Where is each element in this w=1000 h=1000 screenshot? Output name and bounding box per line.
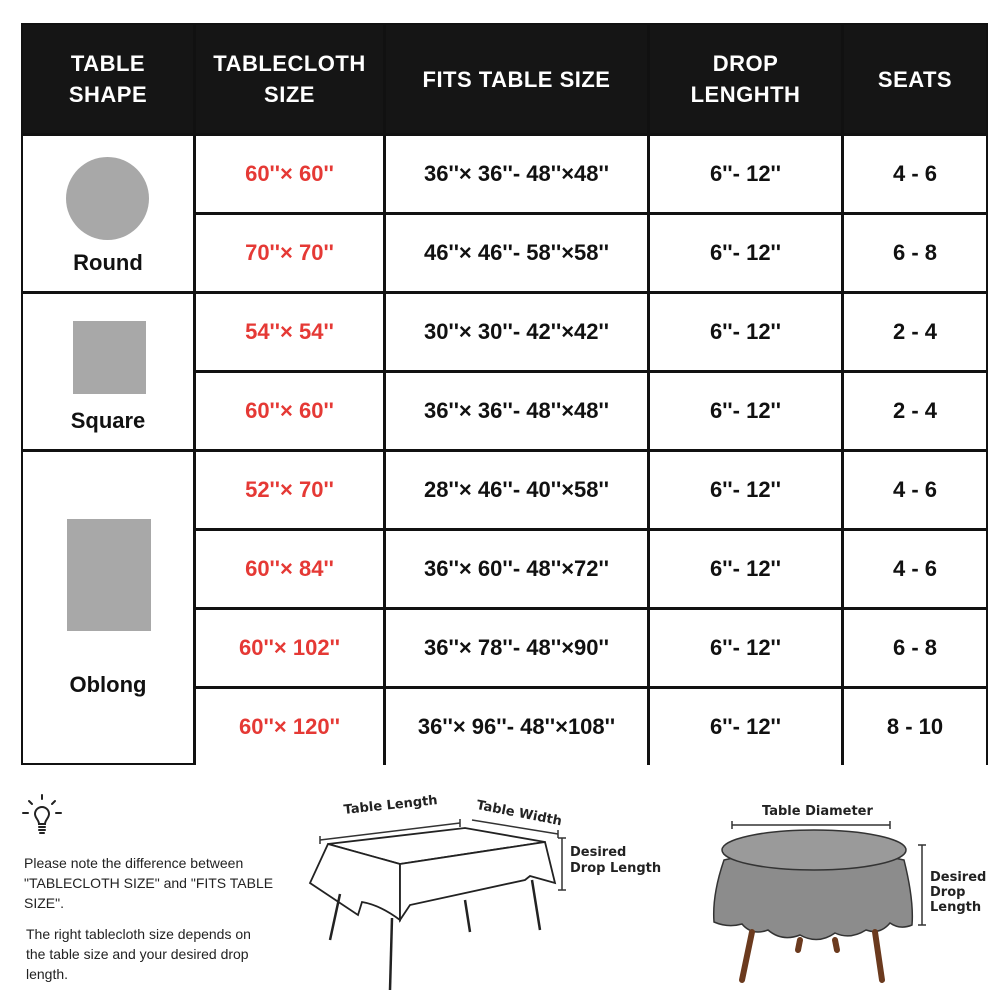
fits-table-size-cell: 46''× 46''- 58''×58'' [386,215,647,291]
seats-cell: 2 - 4 [844,294,986,370]
fits-table-size-cell: 36''× 36''- 48''×48'' [386,373,647,449]
header-fits-table-size: FITS TABLE SIZE [386,25,647,133]
header-table-shape: TABLE SHAPE [23,25,193,133]
seats-cell: 4 - 6 [844,452,986,528]
round-table-diagram [700,800,930,990]
round-drop-label-3: Length [930,900,982,915]
tablecloth-size-cell: 60''× 60'' [196,373,383,449]
rect-drop-label-1: Desired [570,845,627,860]
drop-length-cell: 6''- 12'' [650,215,841,291]
seats-cell: 4 - 6 [844,136,986,212]
lightbulb-icon [20,793,64,839]
seats-cell: 4 - 6 [844,531,986,607]
drop-length-cell: 6''- 12'' [650,294,841,370]
shape-label-oblong: Oblong [69,672,147,697]
round-shape-icon [66,157,149,240]
round-drop-label-2: Drop [930,885,966,900]
drop-length-cell: 6''- 12'' [650,689,841,765]
drop-length-cell: 6''- 12'' [650,610,841,686]
tablecloth-size-cell: 60''× 102'' [196,610,383,686]
drop-length-cell: 6''- 12'' [650,531,841,607]
seats-cell: 2 - 4 [844,373,986,449]
tablecloth-size-cell: 70''× 70'' [196,215,383,291]
tablecloth-size-cell: 54''× 54'' [196,294,383,370]
shape-label-square: Square [70,408,146,433]
seats-cell: 8 - 10 [844,689,986,765]
shape-cell-oblong [23,452,193,763]
drop-length-cell: 6''- 12'' [650,136,841,212]
seats-cell: 6 - 8 [844,610,986,686]
square-shape-icon [73,321,146,394]
shape-label-round: Round [73,250,143,275]
header-drop-length: DROP LENGHTH [650,25,841,133]
tablecloth-size-cell: 60''× 120'' [196,689,383,765]
tablecloth-size-cell: 52''× 70'' [196,452,383,528]
fits-table-size-cell: 30''× 30''- 42''×42'' [386,294,647,370]
seats-cell: 6 - 8 [844,215,986,291]
fits-table-size-cell: 28''× 46''- 40''×58'' [386,452,647,528]
shape-cell-square [23,294,193,449]
header-seats: SEATS [844,25,986,133]
drop-length-cell: 6''- 12'' [650,373,841,449]
fits-table-size-cell: 36''× 78''- 48''×90'' [386,610,647,686]
fits-table-size-cell: 36''× 36''- 48''×48'' [386,136,647,212]
round-drop-label-1: Desired [930,870,987,885]
oblong-shape-icon [67,519,151,631]
note-text-1: Please note the difference between "TABLECLOTH SIZE" and "FITS TABLE SIZE". [24,855,274,911]
tablecloth-size-cell: 60''× 84'' [196,531,383,607]
header-tablecloth-size: TABLECLOTH SIZE [196,25,383,133]
size-chart-table [21,23,988,765]
shape-cell-round [23,136,193,291]
table-length-label: Table Length [343,793,439,818]
table-diameter-label: Table Diameter [762,804,873,819]
note-text-2: The right tablecloth size depends on the table size and your desired drop length. [26,926,251,982]
tablecloth-size-cell: 60''× 60'' [196,136,383,212]
drop-length-cell: 6''- 12'' [650,452,841,528]
fits-table-size-cell: 36''× 60''- 48''×72'' [386,531,647,607]
rect-drop-label-2: Drop Length [570,861,662,876]
fits-table-size-cell: 36''× 96''- 48''×108'' [386,689,647,765]
table-width-label: Table Width [475,798,564,830]
